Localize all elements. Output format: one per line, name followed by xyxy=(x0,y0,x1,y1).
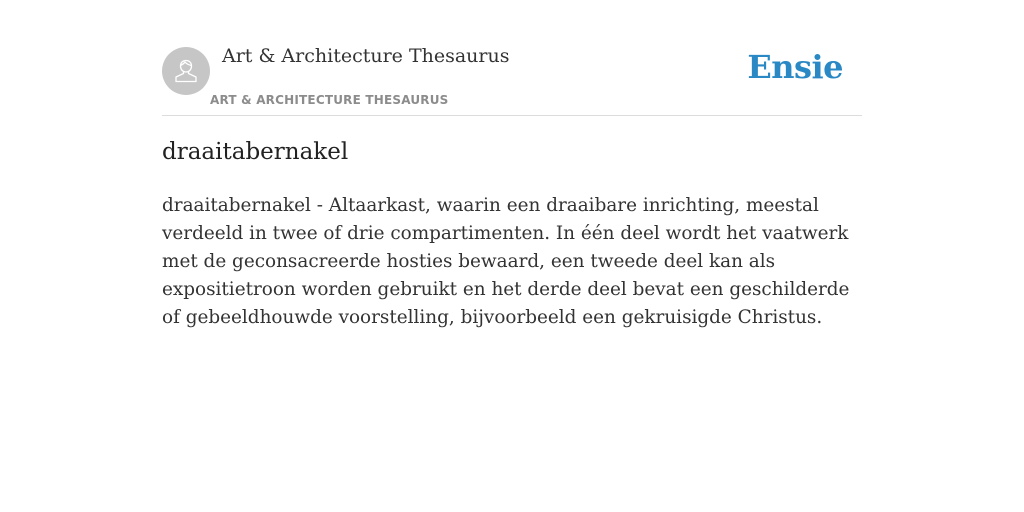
main-content xyxy=(162,0,862,328)
ensie-logo[interactable]: Ensie xyxy=(747,48,843,86)
entry-definition: draaitabernakel - Altaarkast, waarin een draaibare inrichting, meestal verdeeld in twee of drie compartimenten. In één deel wordt het vaatwerk met de geconsacreerde hosties bewaard, een tweede deel kan als expositietroon worden gebruikt en het derde deel bevat een geschilderde of gebeeldhouwde voorstelling, bijvoorbeeld een gekruisigde Christus. xyxy=(162,195,850,328)
entry-header xyxy=(162,0,862,116)
source-subtitle: ART & ARCHITECTURE THESAURUS xyxy=(210,93,449,107)
source-avatar[interactable] xyxy=(162,47,210,95)
source-title-link[interactable]: Art & Architecture Thesaurus xyxy=(222,45,510,67)
user-icon xyxy=(171,56,201,86)
entry-term: draaitabernakel xyxy=(162,139,349,165)
